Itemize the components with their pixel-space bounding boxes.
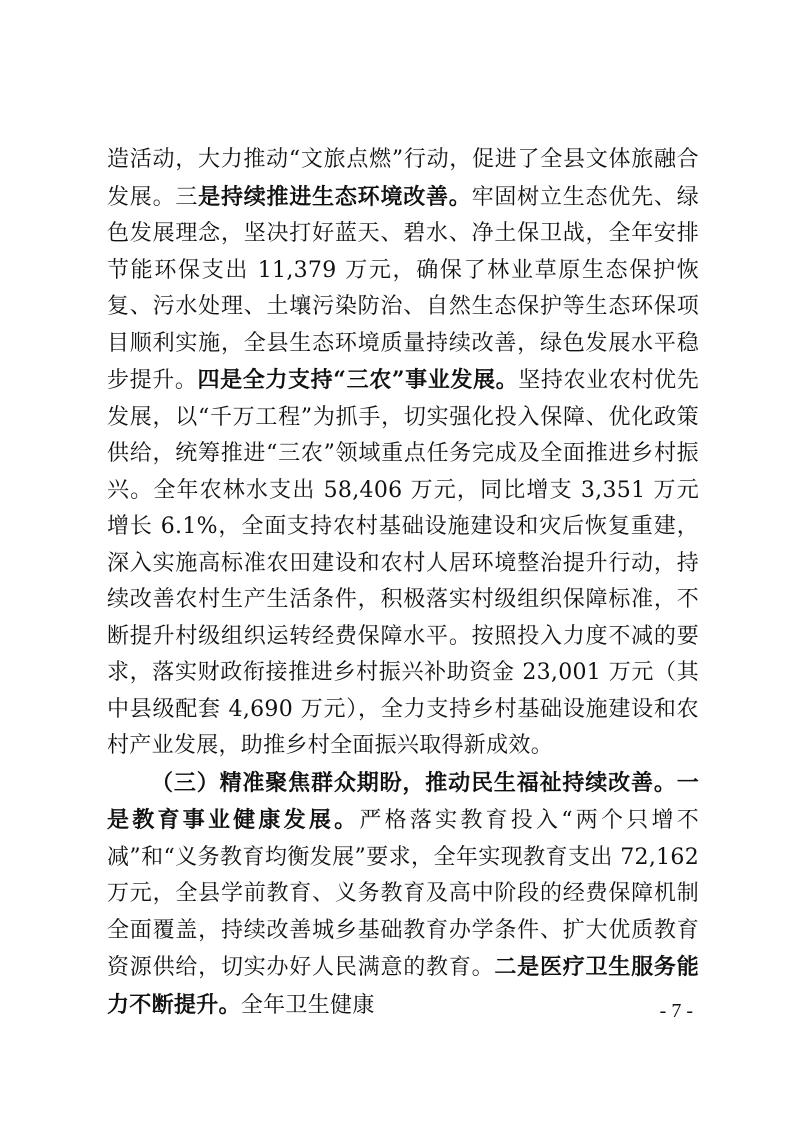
text-segment: 坚持农业农村优先发展，以“千万工程”为抓手，切实强化投入保障、优化政策供给，统筹推进“三农”领域重点任务完成及全面推进乡村振兴。全年农林水支出 58,406 万元，同比增支 3,351 万元增长 6.1%，全面支持农村基础设施建设和灾后恢复重建，深入实施高标准农田建设和农村人居环境整治提升行动，持续改善农村生产生活条件，积极落实村级组织保障标准，不断提升村级组织运转经费保障水平。按照投入力度不减的要求，落实财政衔接推进乡村振兴补助资金 23,001 万元（其中县级配套 4,690 万元），全力支持乡村基础设施建设和农村产业发展，助推乡村全面振兴取得新成效。 (107, 368, 700, 758)
bold-heading: 四是全力支持“三农”事业发展。 (197, 367, 519, 393)
paragraph-1 (107, 142, 699, 765)
text-segment: 严格落实教育投入“两个只增不减”和“义务教育均衡发展”要求，全年实现教育支出 72,162 万元，全县学前教育、义务教育及高中阶段的经费保障机制全面覆盖，持续改善城乡基础教育办学条件、扩大优质教育资源供给，切实办好人民满意的教育。 (107, 808, 699, 980)
text-segment: 造活动，大力推动“文旅点燃”行动，促进了全县文体旅融合发展。三 (107, 147, 699, 210)
bold-heading: 二是医疗卫生服务能力不断提升。 (107, 954, 699, 1018)
body-text (107, 142, 699, 1024)
section-heading: （三）精准聚焦群众期盼，推动民生福祉持续改善。一是教育事业健康发展。 (107, 769, 699, 833)
text-segment: 全年卫生健康 (240, 992, 375, 1018)
paragraph-2 (107, 765, 699, 1025)
text-segment: 牢固树立生态优先、绿色发展理念，坚决打好蓝天、碧水、净土保卫战，全年安排节能环保支出 11,379 万元，确保了林业草原生态保护恢复、污水处理、土壤污染防治、自然生态保护等生态环保项目顺利实施，全县生态环境质量持续改善，绿色发展水平稳步提升。 (107, 184, 699, 393)
bold-heading: 是持续推进生态环境改善。 (198, 183, 472, 210)
page-number: - 7 - (659, 1000, 693, 1022)
